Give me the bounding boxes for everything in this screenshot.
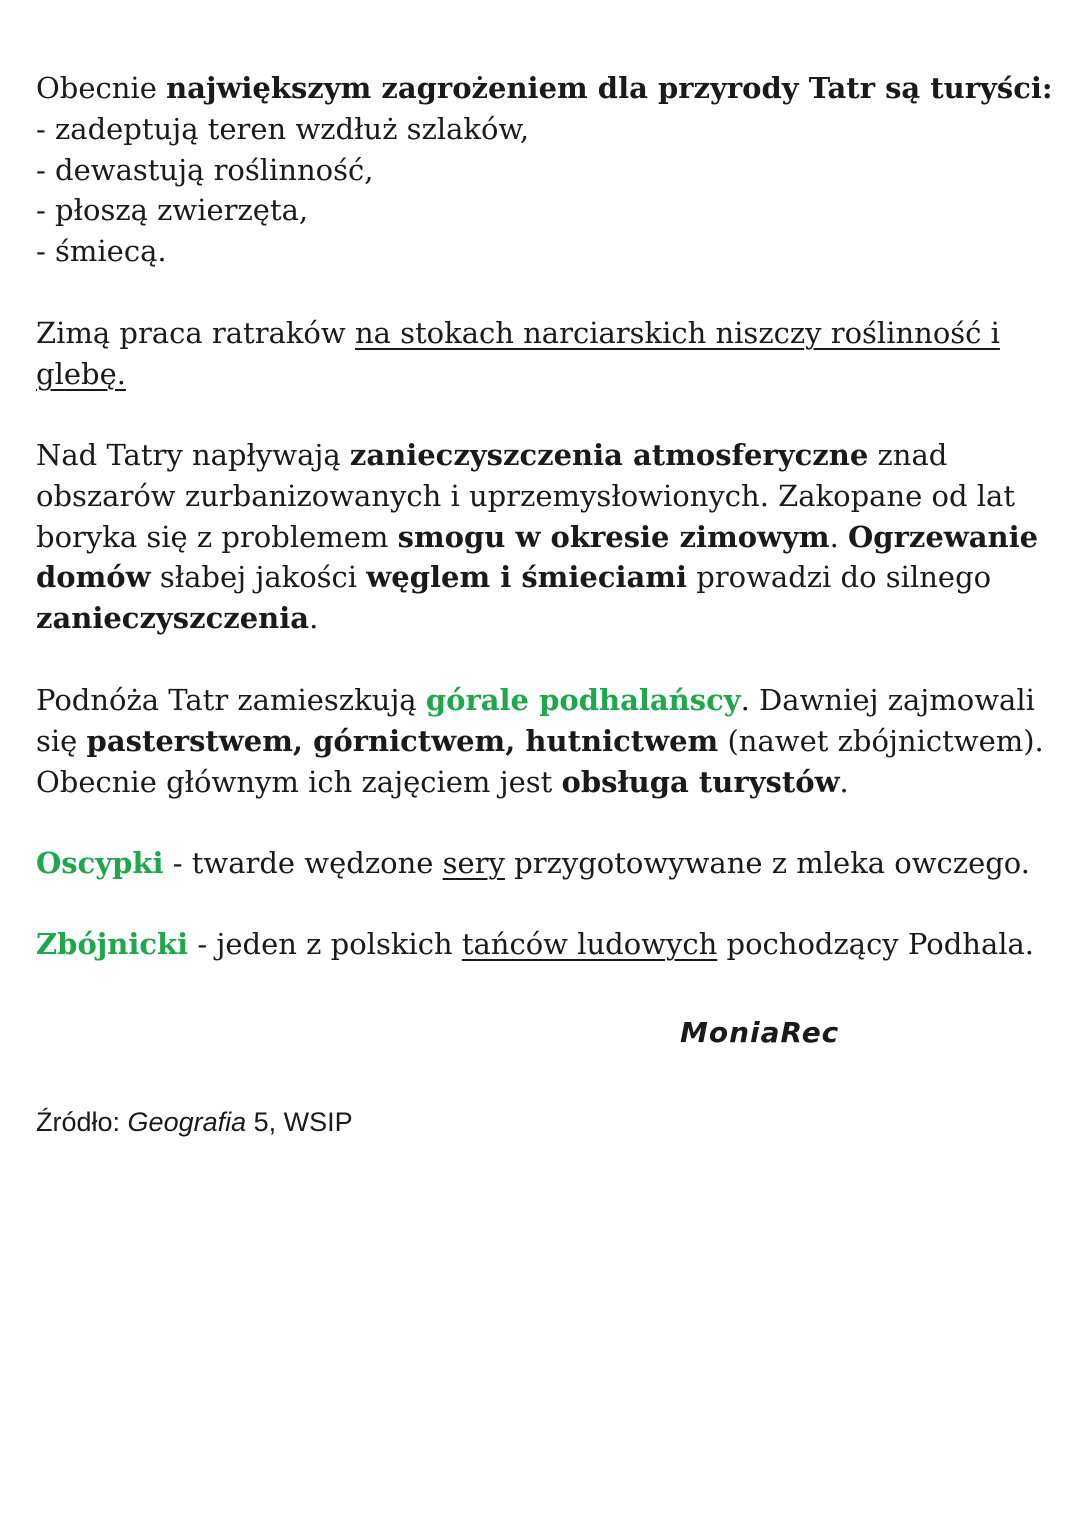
author-signature: MoniaRec: [680, 1016, 840, 1049]
winter-underlined-text: na stokach narciarskich niszczy roślinność i: [354, 316, 1000, 350]
highlanders-term: górale podhalańscy: [425, 683, 741, 717]
zbojnicki-definition: Zbójnicki - jeden z polskich tańców ludowych pochodzący Podhala.: [36, 927, 1035, 961]
source-book-title: Geografia: [127, 1107, 247, 1137]
source-citation: Źródło: Geografia 5, WSIP: [36, 1107, 353, 1137]
highlanders-paragraph: Podnóża Tatr zamieszkują górale podhalańscy. Dawniej zajmowali się pasterstwem, górnictwem, hutnictwem (nawet zbójnictwem). Obecnie głównym ich zajęciem jest obsługa turystów.: [36, 683, 1044, 799]
threat-item: - zadeptują teren wzdłuż szlaków,: [36, 111, 530, 146]
threat-item: - dewastują roślinność,: [36, 152, 374, 187]
threats-paragraph: [36, 68, 1053, 272]
oscypki-definition: Oscypki - twarde wędzone sery przygotowywane z mleka owczego.: [36, 846, 1030, 880]
winter-paragraph: Zimą praca ratraków na stokach narciarskich niszczy roślinność i glebę.: [36, 316, 1000, 391]
winter-underlined-text-cont: glebę.: [36, 356, 126, 391]
pollution-paragraph: Nad Tatry napływają zanieczyszczenia atmosferyczne znad obszarów zurbanizowanych i uprzemysłowionych. Zakopane od lat boryka się z problemem smogu w okresie zimowym. Ogrzewanie domów słabej jakości węglem i śmieciami prowadzi do silnego zanieczyszczenia.: [36, 438, 1039, 636]
threat-item: - śmiecą.: [36, 234, 167, 269]
threats-intro-line: Obecnie największym zagrożeniem dla przyrody Tatr są turyści:: [36, 71, 1053, 105]
oscypki-term: Oscypki: [36, 846, 164, 880]
threat-item: - płoszą zwierzęta,: [36, 193, 309, 228]
threats-emphasis: największym zagrożeniem dla przyrody Tatr są turyści:: [166, 71, 1053, 105]
zbojnicki-term: Zbójnicki: [36, 927, 189, 961]
